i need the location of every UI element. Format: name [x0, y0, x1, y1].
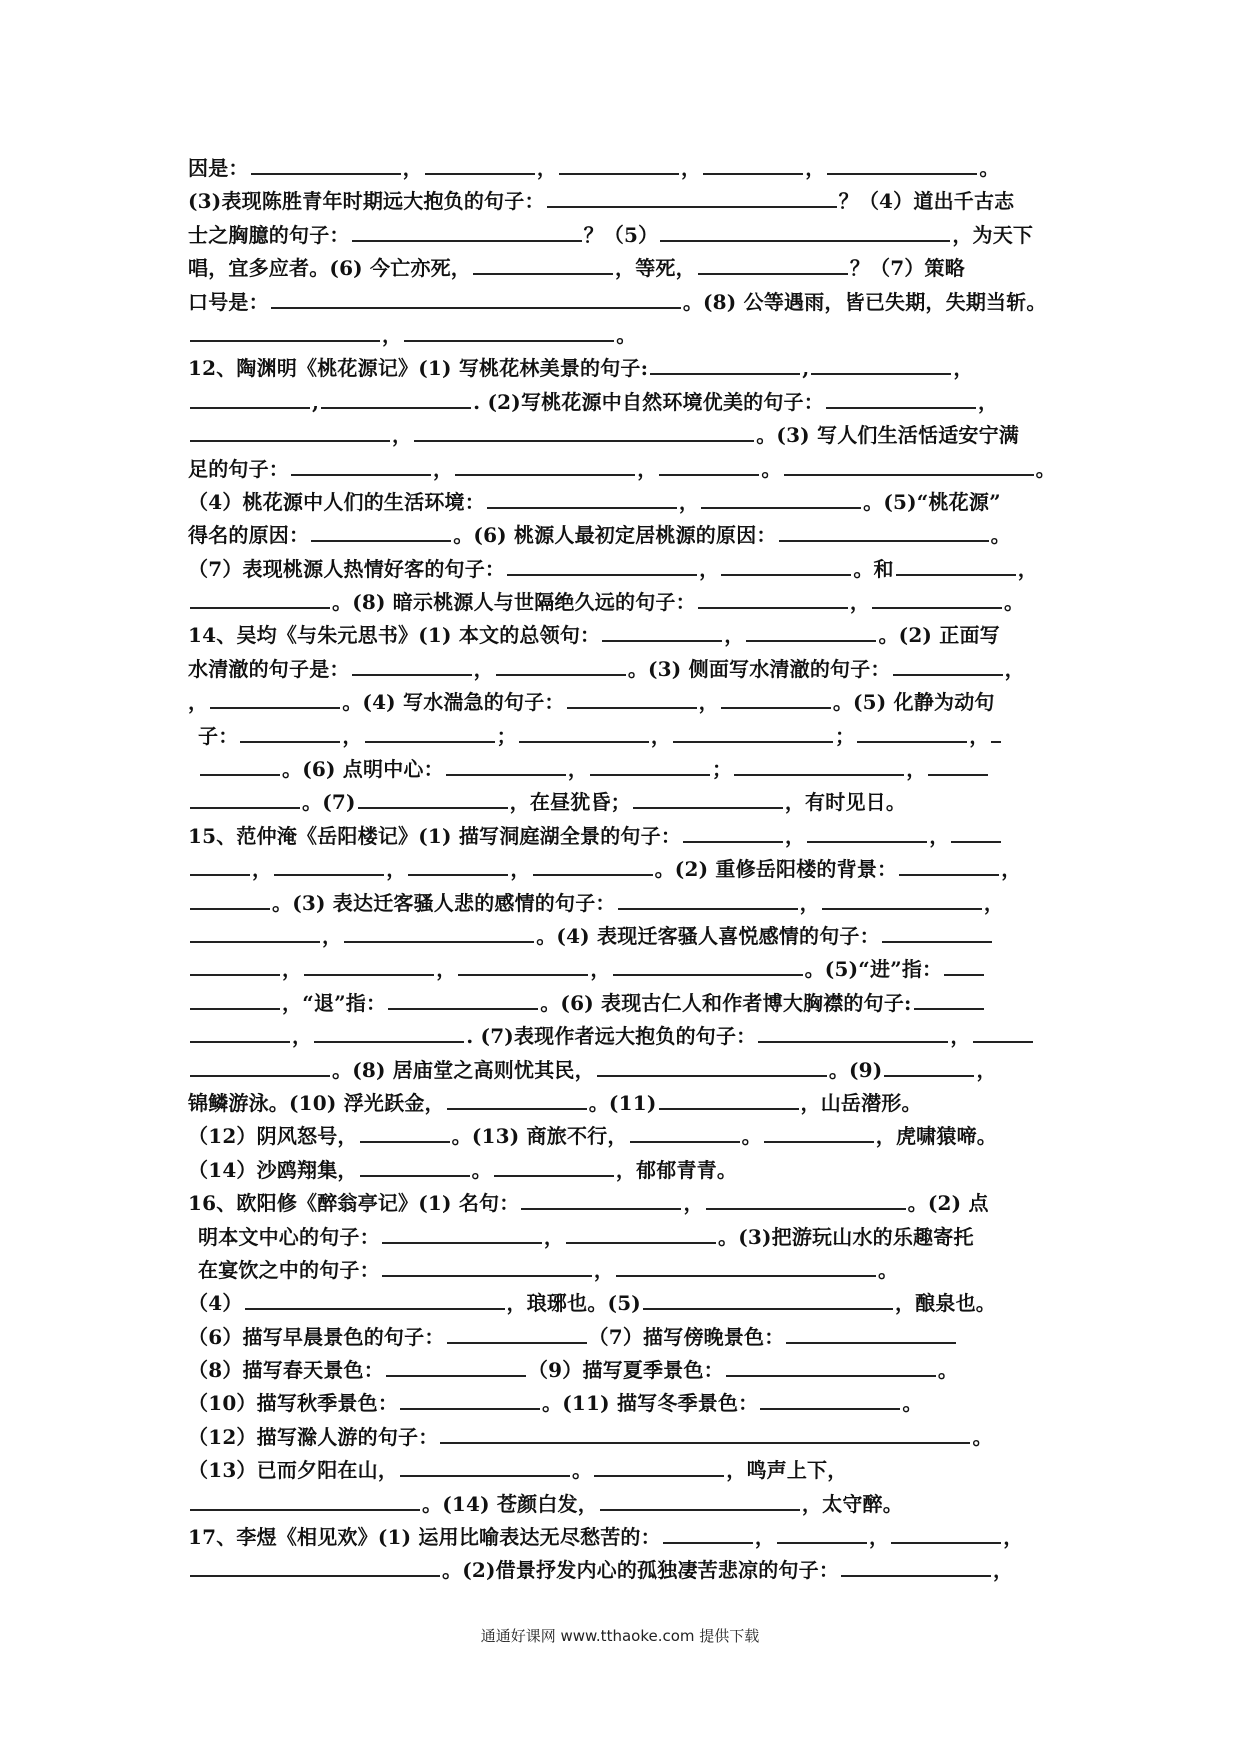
answer-blank	[914, 990, 984, 1010]
answer-blank	[487, 489, 677, 509]
answer-blank	[777, 1524, 867, 1544]
question-text: 。(2)借景抒发内心的孤独凄苦悲凉的句子：	[442, 1558, 840, 1583]
answer-blank	[779, 522, 989, 542]
question-text: ？（4）道出千古志	[838, 189, 1015, 214]
question-text: . (2)写桃花源中自然环境优美的句子：	[473, 389, 824, 414]
worksheet-line	[188, 1454, 1060, 1487]
question-text: 。(8) 居庙堂之高则忧其民，	[332, 1057, 595, 1082]
question-text: ，	[698, 690, 719, 715]
question-text: ，	[342, 723, 363, 748]
answer-blank	[358, 789, 508, 809]
answer-blank	[314, 1023, 464, 1043]
question-text: 。(2) 点	[907, 1191, 989, 1216]
worksheet-line	[188, 1154, 1060, 1187]
question-text: 。(2) 正面写	[878, 623, 1000, 648]
question-text: 。(5) 化静为动句	[832, 690, 995, 715]
answer-blank	[706, 1190, 906, 1210]
worksheet-line	[188, 386, 1060, 419]
worksheet-line	[188, 887, 1060, 920]
question-text: 14、吴均《与朱元思书》(1) 本文的总领句：	[188, 623, 601, 648]
question-text: ，	[567, 757, 589, 782]
answer-blank	[404, 322, 614, 342]
question-text: ，	[805, 156, 826, 180]
question-text: ，	[382, 322, 403, 347]
question-text: 。(13) 商旅不行，	[451, 1124, 628, 1149]
answer-blank	[698, 255, 848, 275]
answer-blank	[602, 622, 722, 642]
answer-blank	[190, 1491, 420, 1511]
question-text: ，	[292, 1024, 313, 1049]
question-text: 士之胸臆的句子：	[188, 222, 350, 247]
answer-blank	[446, 756, 566, 776]
answer-blank	[271, 289, 681, 309]
question-text: ，鸣声上下，	[726, 1458, 848, 1483]
answer-blank	[928, 756, 988, 776]
question-text: ，	[953, 356, 974, 381]
question-text: ，	[1017, 556, 1038, 581]
answer-blank	[566, 1224, 716, 1244]
answer-blank	[425, 155, 535, 175]
answer-blank	[827, 155, 977, 175]
answer-blank	[951, 823, 1001, 843]
answer-blank	[494, 1157, 614, 1177]
question-text: ，	[282, 957, 303, 982]
answer-blank	[807, 823, 927, 843]
question-text: 16、欧阳修《醉翁亭记》(1) 名句：	[188, 1191, 520, 1216]
question-text: ，	[392, 423, 413, 448]
question-text: ，	[799, 890, 820, 915]
question-text: ，	[724, 623, 745, 648]
worksheet-line	[188, 1254, 1060, 1287]
question-text: 。(14) 苍颜白发，	[422, 1491, 598, 1516]
question-text: （4）桃花源中人们的生活环境：	[188, 489, 485, 514]
question-text: 。	[937, 1358, 959, 1383]
question-text: 17、李煜《相见欢》(1) 运用比喻表达无尽愁苦的：	[188, 1525, 661, 1550]
worksheet-line	[188, 1120, 1060, 1153]
answer-blank	[360, 1123, 450, 1143]
worksheet-line	[188, 219, 1060, 252]
answer-blank	[352, 656, 472, 676]
question-text: （4）	[188, 1291, 243, 1316]
worksheet-line	[188, 252, 1060, 285]
worksheet-line	[188, 920, 1060, 953]
worksheet-line	[188, 720, 1060, 753]
answer-blank	[190, 956, 280, 976]
answer-blank	[190, 1057, 330, 1077]
answer-blank	[400, 1457, 570, 1477]
answer-blank	[388, 990, 538, 1010]
question-text: ，	[1004, 656, 1025, 681]
answer-blank	[698, 589, 848, 609]
question-text: （13）已而夕阳在山，	[188, 1458, 399, 1483]
question-text: ，	[754, 1525, 776, 1550]
worksheet-line	[188, 1554, 1060, 1587]
question-text: 锦鳞游泳。(10) 浮光跃金，	[188, 1090, 445, 1115]
worksheet-line	[188, 1054, 1060, 1087]
answer-blank	[841, 1557, 991, 1577]
answer-blank	[414, 422, 754, 442]
question-text: ，	[849, 590, 871, 615]
question-text: 唱，宜多应者。(6) 今亡亦死，	[188, 256, 472, 281]
answer-blank	[190, 1023, 290, 1043]
answer-blank	[400, 1390, 540, 1410]
answer-blank	[597, 1057, 827, 1077]
question-text: ，有时见日。	[784, 790, 907, 815]
worksheet-line	[188, 1488, 1060, 1521]
answer-blank	[496, 656, 626, 676]
question-text: ，为天下	[952, 222, 1034, 247]
answer-blank	[519, 723, 649, 743]
worksheet-line	[188, 853, 1060, 886]
question-text: 。	[972, 1424, 993, 1449]
worksheet-line	[188, 1387, 1060, 1420]
answer-blank	[663, 1524, 753, 1544]
answer-blank	[899, 856, 999, 876]
question-text: ，	[906, 757, 927, 782]
question-text: ，	[1003, 1525, 1024, 1550]
worksheet-line	[188, 352, 1060, 385]
question-text: 。(4) 表现迁客骚人喜悦感情的句子：	[536, 923, 880, 948]
worksheet-line	[188, 953, 1060, 986]
answer-blank	[190, 990, 280, 1010]
answer-blank	[473, 255, 613, 275]
question-text: (3)表现陈胜青年时期远大抱负的句子：	[188, 189, 545, 214]
page-footer: 通通好课网 www.tthaoke.com 提供下载	[480, 1627, 760, 1645]
worksheet-line	[188, 1354, 1060, 1387]
question-text: 。	[902, 1391, 923, 1416]
question-text: ，	[543, 1224, 565, 1249]
question-text: （7）表现桃源人热情好客的句子：	[188, 556, 506, 581]
question-text: ，	[536, 156, 558, 180]
question-text: ，郁郁青青。	[615, 1157, 738, 1182]
question-text: 。和	[853, 556, 894, 581]
question-text: ，	[993, 1558, 1014, 1583]
question-text: ，	[699, 556, 720, 581]
question-text: ，	[322, 923, 343, 948]
question-text: 。(8) 暗示桃源人与世隔绝久远的句子：	[332, 590, 696, 615]
question-text: 。(7)	[302, 790, 356, 815]
answer-blank	[786, 1324, 956, 1344]
answer-blank	[616, 1257, 876, 1277]
question-text: ，	[188, 690, 209, 715]
question-text: 。	[1004, 590, 1025, 615]
question-text: ，酿泉也。	[894, 1291, 996, 1316]
question-text: ，	[683, 1191, 704, 1216]
question-text: （12）描写滁人游的句子：	[188, 1424, 439, 1449]
question-text: ，山岳潜形。	[800, 1090, 922, 1115]
question-text: ，	[593, 1257, 615, 1282]
question-text: ，	[637, 456, 658, 481]
answer-blank	[650, 355, 800, 375]
question-text: ，	[678, 489, 700, 514]
answer-blank	[344, 923, 534, 943]
answer-blank	[857, 723, 967, 743]
answer-blank	[746, 622, 876, 642]
answer-blank	[884, 1057, 974, 1077]
answer-blank	[458, 956, 588, 976]
worksheet-line	[188, 1287, 1060, 1320]
answer-blank	[360, 1157, 470, 1177]
answer-blank	[633, 789, 783, 809]
question-text: （6）描写早晨景色的句子：	[188, 1324, 445, 1349]
answer-blank	[251, 155, 401, 175]
worksheet-body	[188, 152, 1060, 1588]
answer-blank	[944, 956, 984, 976]
answer-blank	[784, 456, 1034, 476]
answer-blank	[764, 1123, 874, 1143]
question-text: ，	[510, 857, 531, 882]
answer-blank	[447, 1324, 587, 1344]
answer-blank	[321, 389, 471, 409]
answer-blank	[826, 389, 976, 409]
question-text: （9）描写夏季景色：	[527, 1358, 724, 1383]
answer-blank	[190, 1557, 440, 1577]
answer-blank	[200, 756, 280, 776]
answer-blank	[882, 923, 992, 943]
question-text: 子：	[198, 723, 239, 748]
answer-blank	[567, 689, 697, 709]
question-text: ，	[977, 389, 999, 414]
question-text: 。(5)“进”指：	[804, 957, 943, 982]
worksheet-line	[188, 1087, 1060, 1120]
answer-blank	[660, 222, 950, 242]
answer-blank	[455, 456, 635, 476]
question-text: ，	[252, 857, 273, 882]
answer-blank	[365, 723, 495, 743]
question-text: 。	[572, 1458, 593, 1483]
question-text: ，	[950, 1024, 971, 1049]
worksheet-line	[188, 1221, 1060, 1254]
question-text: 在宴饮之中的句子：	[198, 1257, 380, 1282]
question-text: 。(3) 表达迁客骚人悲的感情的句子：	[272, 890, 616, 915]
answer-blank	[386, 1357, 526, 1377]
question-text: 。(3)把游玩山水的乐趣寄托	[718, 1224, 974, 1249]
question-text: . (7)表现作者远大抱负的句子：	[466, 1024, 757, 1049]
question-text: 。(11)	[588, 1090, 657, 1115]
worksheet-line	[188, 319, 1060, 352]
question-text: ，“退”指：	[282, 990, 387, 1015]
answer-blank	[291, 456, 431, 476]
question-text: 。	[471, 1157, 492, 1182]
question-text: 口号是：	[188, 289, 269, 314]
question-text: ，琅琊也。(5)	[506, 1291, 641, 1316]
answer-blank	[683, 823, 783, 843]
question-text: ，太守醉。	[801, 1491, 903, 1516]
answer-blank	[891, 1524, 1001, 1544]
answer-blank	[311, 522, 451, 542]
worksheet-line	[188, 519, 1060, 552]
question-text: ，	[785, 823, 806, 848]
question-text: 。(11) 描写冬季景色：	[542, 1391, 759, 1416]
question-text: ？（7）策略	[849, 256, 965, 281]
answer-blank	[703, 155, 803, 175]
answer-blank	[896, 556, 1016, 576]
question-text: 。(6) 桃源人最初定居桃源的原因：	[453, 523, 777, 548]
answer-blank	[533, 856, 653, 876]
answer-blank	[973, 1023, 1033, 1043]
answer-blank	[352, 222, 582, 242]
answer-blank	[659, 456, 759, 476]
answer-blank	[190, 856, 250, 876]
worksheet-line	[188, 820, 1060, 853]
answer-blank	[447, 1090, 587, 1110]
answer-blank	[613, 956, 803, 976]
answer-blank	[190, 589, 330, 609]
answer-blank	[991, 723, 1001, 743]
question-text: 。	[1035, 456, 1056, 481]
question-text: 因是：	[188, 156, 249, 180]
answer-blank	[673, 723, 833, 743]
question-text: 。	[878, 1257, 899, 1282]
answer-blank	[547, 188, 837, 208]
question-text: ，	[869, 1525, 890, 1550]
question-text: ，	[436, 957, 457, 982]
question-text: 。(4) 写水湍急的句子：	[342, 690, 565, 715]
question-text: 水清澈的句子是：	[188, 656, 350, 681]
question-text: 。	[616, 322, 637, 347]
answer-blank	[893, 656, 1003, 676]
question-text: 。(2) 重修岳阳楼的背景：	[654, 857, 898, 882]
question-text: 12、陶渊明《桃花源记》(1) 写桃花林美景的句子:	[188, 356, 649, 381]
question-text: 。(6) 点明中心：	[282, 757, 444, 782]
question-text: 。	[990, 523, 1011, 548]
answer-blank	[811, 355, 951, 375]
question-text: 。	[761, 456, 782, 481]
question-text: ，	[681, 156, 702, 180]
answer-blank	[190, 890, 270, 910]
question-text: ,	[802, 356, 810, 381]
worksheet-line	[188, 786, 1060, 819]
worksheet-line	[188, 553, 1060, 586]
worksheet-line	[188, 419, 1060, 452]
answer-blank	[559, 155, 679, 175]
question-text: ，	[1001, 857, 1022, 882]
question-text: ,	[312, 389, 320, 414]
answer-blank	[590, 756, 710, 776]
worksheet-line	[188, 1321, 1060, 1354]
question-text: ，	[433, 456, 454, 481]
answer-blank	[600, 1491, 800, 1511]
question-text: ，	[402, 156, 423, 180]
answer-blank	[594, 1457, 724, 1477]
question-text: （7）描写傍晚景色：	[588, 1324, 785, 1349]
question-text: ；	[496, 723, 517, 748]
answer-blank	[304, 956, 434, 976]
question-text: 。(9)	[828, 1057, 883, 1082]
question-text: ，	[976, 1057, 997, 1082]
answer-blank	[643, 1290, 893, 1310]
answer-blank	[274, 856, 384, 876]
question-text: 得名的原因：	[188, 523, 310, 548]
question-text: ，	[650, 723, 672, 748]
answer-blank	[408, 856, 508, 876]
worksheet-line	[188, 987, 1060, 1020]
question-text: ，	[929, 823, 950, 848]
question-text: （10）描写秋季景色：	[188, 1391, 399, 1416]
question-text: ，	[386, 857, 407, 882]
question-text: 。(3) 写人们生活恬适安宁满	[756, 423, 1020, 448]
question-text: ，	[969, 723, 990, 748]
question-text: （12）阴风怒号，	[188, 1124, 358, 1149]
answer-blank	[721, 689, 831, 709]
answer-blank	[382, 1224, 542, 1244]
answer-blank	[760, 1390, 900, 1410]
worksheet-line	[188, 453, 1060, 486]
answer-blank	[630, 1123, 740, 1143]
question-text: 。(8) 公等遇雨，皆已失期，失期当斩。	[682, 289, 1047, 314]
answer-blank	[758, 1023, 948, 1043]
answer-blank	[521, 1190, 681, 1210]
answer-blank	[659, 1090, 799, 1110]
question-text: ，在昼犹昏；	[509, 790, 631, 815]
question-text: 明本文中心的句子：	[198, 1224, 380, 1249]
answer-blank	[721, 556, 851, 576]
answer-blank	[190, 422, 390, 442]
question-text: ；	[712, 757, 733, 782]
question-text: 。(5)“桃花源”	[863, 489, 1001, 514]
answer-blank	[618, 890, 798, 910]
answer-blank	[726, 1357, 936, 1377]
answer-blank	[190, 322, 380, 342]
question-text: ，虎啸猿啼。	[875, 1124, 997, 1149]
question-text: 足的句子：	[188, 456, 289, 481]
answer-blank	[872, 589, 1002, 609]
answer-blank	[190, 923, 320, 943]
answer-blank	[245, 1290, 505, 1310]
answer-blank	[440, 1424, 970, 1444]
question-text: ，	[590, 957, 611, 982]
worksheet-line	[188, 653, 1060, 686]
question-text: 15、范仲淹《岳阳楼记》(1) 描写洞庭湖全景的句子：	[188, 823, 682, 848]
question-text: 。	[979, 156, 1000, 180]
answer-blank	[701, 489, 861, 509]
question-text: ，	[983, 890, 1005, 915]
answer-blank	[822, 890, 982, 910]
worksheet-line	[188, 1521, 1060, 1554]
question-text: 。(3) 侧面写水清澈的句子：	[627, 656, 891, 681]
worksheet-line	[188, 1187, 1060, 1220]
worksheet-line	[188, 286, 1060, 319]
question-text: （8）描写春天景色：	[188, 1358, 384, 1383]
worksheet-line	[188, 1020, 1060, 1053]
answer-blank	[190, 789, 300, 809]
answer-blank	[382, 1257, 592, 1277]
worksheet-line	[188, 1421, 1060, 1454]
worksheet-line	[188, 185, 1060, 218]
worksheet-line	[188, 686, 1060, 719]
question-text: ，	[473, 656, 494, 681]
question-text: ？（5）	[583, 222, 659, 247]
answer-blank	[210, 689, 340, 709]
question-text: （14）沙鸥翔集，	[188, 1157, 358, 1182]
answer-blank	[507, 556, 697, 576]
worksheet-line	[188, 586, 1060, 619]
question-text: 。(6) 表现古仁人和作者博大胸襟的句子:	[540, 990, 912, 1015]
question-text: ，等死，	[615, 256, 696, 281]
answer-blank	[240, 723, 340, 743]
worksheet-line	[188, 619, 1060, 652]
answer-blank	[734, 756, 904, 776]
question-text: 。	[741, 1124, 762, 1149]
worksheet-line	[188, 753, 1060, 786]
worksheet-line	[188, 152, 1060, 185]
question-text: ；	[835, 723, 856, 748]
answer-blank	[190, 389, 310, 409]
worksheet-line	[188, 486, 1060, 519]
